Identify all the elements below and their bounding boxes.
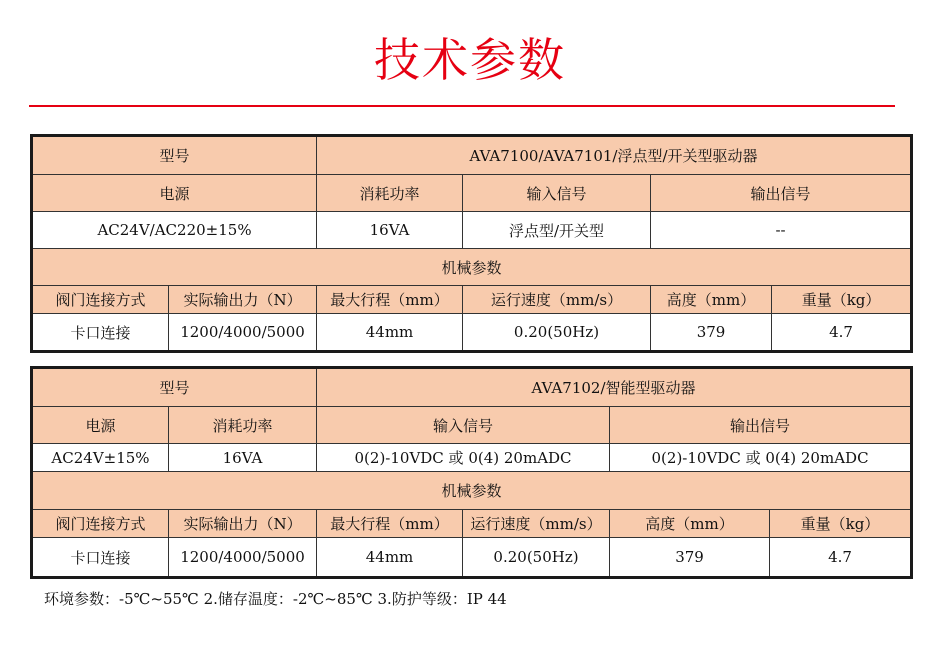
output-signal-header: 输出信号: [651, 175, 912, 212]
spec-table-ava7100: [30, 134, 913, 353]
weight-value: 4.7: [770, 538, 912, 578]
model-label: 型号: [32, 136, 317, 175]
environment-footnote: 环境参数：-5℃~55℃ 2.储存温度：-2℃~85℃ 3.防护等级：IP 44: [44, 590, 507, 608]
height-header: 高度（mm）: [610, 510, 770, 538]
table-row: [32, 175, 912, 212]
consumption-value: 16VA: [169, 444, 317, 472]
output-signal-header: 输出信号: [610, 407, 912, 444]
height-header: 高度（mm）: [651, 286, 772, 314]
valve-connection-value: 卡口连接: [32, 314, 169, 352]
height-value: 379: [610, 538, 770, 578]
consumption-header: 消耗功率: [317, 175, 463, 212]
power-value: AC24V/AC220±15%: [32, 212, 317, 249]
table-row: [32, 368, 912, 407]
input-signal-value: 浮点型/开关型: [463, 212, 651, 249]
table-row: [32, 538, 912, 578]
output-signal-value: 0(2)-10VDC 或 0(4) 20mADC: [610, 444, 912, 472]
max-stroke-value: 44mm: [317, 314, 463, 352]
valve-connection-header: 阀门连接方式: [32, 286, 169, 314]
table-row: [32, 314, 912, 352]
model-label: 型号: [32, 368, 317, 407]
max-stroke-header: 最大行程（mm）: [317, 510, 463, 538]
weight-header: 重量（kg）: [772, 286, 912, 314]
speed-value: 0.20(50Hz): [463, 538, 610, 578]
output-signal-value: --: [651, 212, 912, 249]
title-divider: [29, 105, 895, 107]
power-header: 电源: [32, 175, 317, 212]
model-value: AVA7102/智能型驱动器: [317, 368, 912, 407]
power-value: AC24V±15%: [32, 444, 169, 472]
table-row: [32, 249, 912, 286]
table-row: [32, 472, 912, 510]
consumption-value: 16VA: [317, 212, 463, 249]
power-header: 电源: [32, 407, 169, 444]
table-row: [32, 407, 912, 444]
table-row: [32, 286, 912, 314]
page-title: 技术参数: [374, 33, 566, 87]
height-value: 379: [651, 314, 772, 352]
table-row: [32, 510, 912, 538]
table-row: [32, 136, 912, 175]
valve-connection-value: 卡口连接: [32, 538, 169, 578]
output-force-value: 1200/4000/5000: [169, 314, 317, 352]
weight-value: 4.7: [772, 314, 912, 352]
valve-connection-header: 阀门连接方式: [32, 510, 169, 538]
output-force-header: 实际输出力（N）: [169, 286, 317, 314]
input-signal-header: 输入信号: [463, 175, 651, 212]
model-value: AVA7100/AVA7101/浮点型/开关型驱动器: [317, 136, 912, 175]
output-force-header: 实际输出力（N）: [169, 510, 317, 538]
table-row: [32, 212, 912, 249]
max-stroke-value: 44mm: [317, 538, 463, 578]
speed-header: 运行速度（mm/s）: [463, 286, 651, 314]
input-signal-header: 输入信号: [317, 407, 610, 444]
table-row: [32, 444, 912, 472]
mechanical-params-label: 机械参数: [32, 249, 912, 286]
output-force-value: 1200/4000/5000: [169, 538, 317, 578]
consumption-header: 消耗功率: [169, 407, 317, 444]
spec-table-ava7102: [30, 366, 913, 579]
weight-header: 重量（kg）: [770, 510, 912, 538]
input-signal-value: 0(2)-10VDC 或 0(4) 20mADC: [317, 444, 610, 472]
max-stroke-header: 最大行程（mm）: [317, 286, 463, 314]
speed-header: 运行速度（mm/s）: [463, 510, 610, 538]
mechanical-params-label: 机械参数: [32, 472, 912, 510]
speed-value: 0.20(50Hz): [463, 314, 651, 352]
